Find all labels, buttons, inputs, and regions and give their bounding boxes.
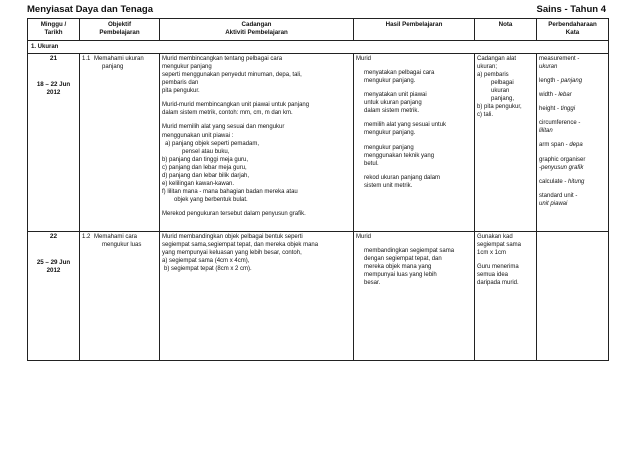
note-cell: Cadangan alat ukuran; a) pembaris pelbagai ukuran panjang, b) pita pengukur, c) tali. (475, 53, 537, 231)
list-item: mengukur panjang menggunakan teknik yang betul. (364, 144, 435, 167)
activity-cell: Murid membincangkan tentang pelbagai cara mengukur panjang seperti menggunakan penyedut minuman, depa, tali, pembaris dan pita pengukur. Murid-murid membincangkan unit piawai untuk panjang dalam sistem metrik, contoh: mm, cm, m dan km. Murid memilih alat yang sesuai dan mengukur menggunakan unit piawai : a) panjang objek seperti pemadam, pensel atau buku, b) panjang dan tinggi meja guru, c) panjang dan lebar meja guru, d) panjang dan lebar bilik darjah, e) kelilingan kawan-kawan. f) lilitan mana - mana bahagian badan mereka atau objek yang berbentuk bulat. Merekod pengukuran tersebut dalam penyusun grafik. (160, 53, 354, 231)
col-header-vocabulary: Perbendaharaan Kata (537, 19, 609, 41)
note-cell: Gunakan kad segiempat sama 1cm x 1cm Guru menerima semua idea daripada murid. (475, 231, 537, 360)
table-row (28, 231, 609, 360)
lesson-plan-table (27, 18, 609, 361)
table-row (28, 53, 609, 231)
col-header-objective: Objektif Pembelajaran (80, 19, 160, 41)
vocabulary-cell: measurement - ukuran length - panjang width - lebar height - tinggi circumference - lilitan arm span - depa graphic organiser -penyusun grafik calculate - hitung standard unit - unit piawai (537, 53, 609, 231)
col-header-outcome: Hasil Pembelajaran (354, 19, 475, 41)
outcome-cell: Murid menyatakan pelbagai cara mengukur panjang. menyatakan unit piawai untuk ukuran panjang dalam sistem metrik. memilih alat yang sesuai untuk mengukur panjang. mengukur panjang menggunakan teknik yang betul. rekod ukuran panjang dalam sistem unit metrik. (354, 53, 475, 231)
col-header-activity: Cadangan Aktiviti Pembelajaran (160, 19, 354, 41)
section-title: 1. Ukuran (28, 40, 609, 53)
list-item: rekod ukuran panjang dalam sistem unit metrik. (364, 174, 441, 189)
list-item: menyatakan pelbagai cara mengukur panjang. (364, 69, 435, 84)
section-row (28, 40, 609, 53)
objective-cell: 1.1 Memahami ukuran panjang (80, 53, 160, 231)
document-title: Menyiasat Daya dan Tenaga (27, 4, 154, 15)
week-cell (28, 53, 80, 231)
week-cell (28, 231, 80, 360)
col-header-week: Minggu / Tarikh (28, 19, 80, 41)
activity-cell: Murid membandingkan objek pelbagai bentuk seperti segiempat sama,segiempat tepat, dan mereka objek mana yang mempunyai keluasan yang lebih besar, contoh, a) segiempat sama (4cm x 4cm), b) segiempat tepat (8cm x 2 cm). (160, 231, 354, 360)
col-header-note: Nota (475, 19, 537, 41)
list-item: membandingkan segiempat sama dengan segiempat tepat, dan mereka objek mana yang mempunyai luas yang lebih besar. (364, 247, 455, 287)
list-item: menyatakan unit piawai untuk ukuran panjang dalam sistem metrik. (364, 92, 427, 115)
week-number: 22 (49, 232, 58, 240)
list-item: memilih alat yang sesuai untuk mengukur panjang. (364, 122, 447, 137)
objective-cell: 1.2 Memahami cara mengukur luas (80, 231, 160, 360)
vocabulary-cell (537, 231, 609, 360)
outcome-cell: Murid membandingkan segiempat sama dengan segiempat tepat, dan mereka objek mana yang mempunyai luas yang lebih besar. (354, 231, 475, 360)
subject-title: Sains - Tahun 4 (536, 4, 606, 15)
week-date: 25 – 29 Jun 2012 (36, 258, 71, 274)
week-date: 18 – 22 Jun 2012 (36, 80, 71, 96)
week-number: 21 (49, 54, 58, 62)
table-header-row (28, 19, 609, 41)
